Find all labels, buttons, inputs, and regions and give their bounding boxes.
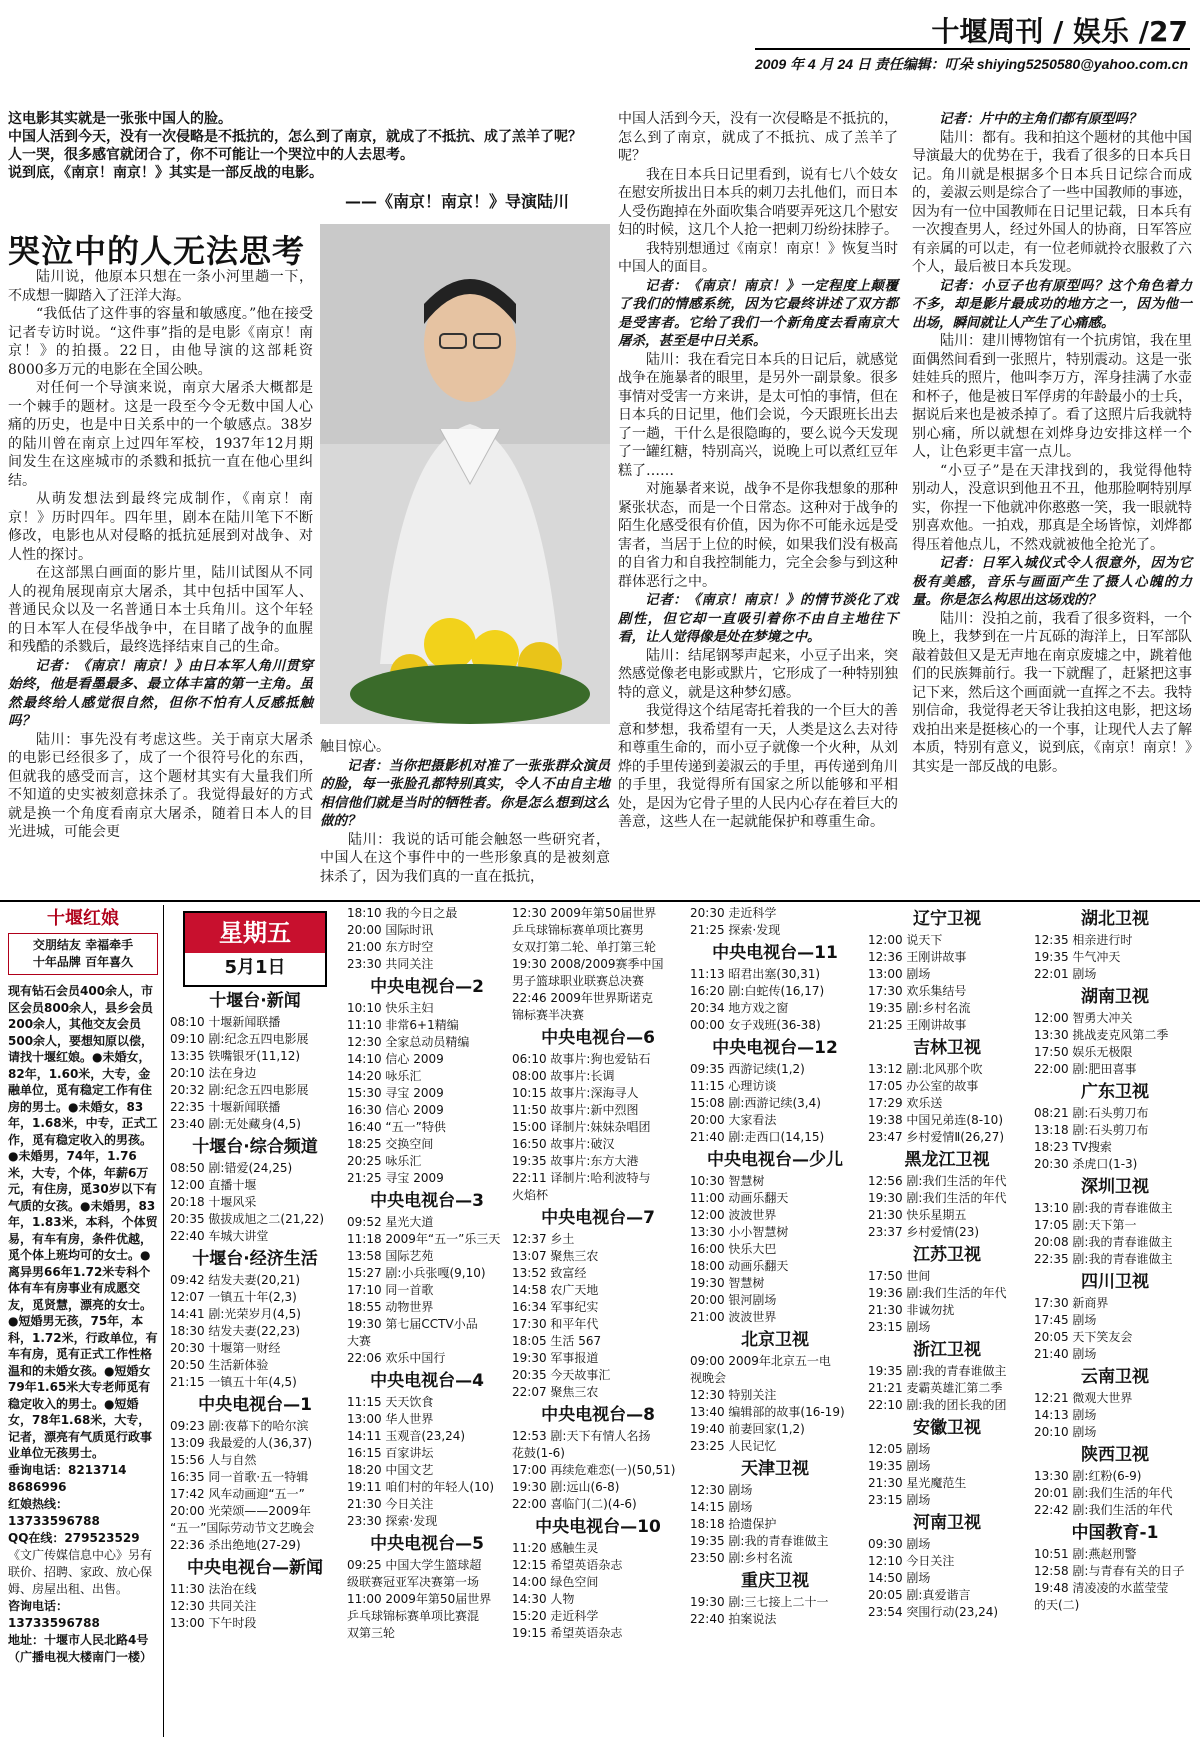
program-entry: 12:00 说天下 — [868, 933, 943, 947]
channel-title: 中央电视台—新闻 — [187, 1558, 323, 1578]
program-entry: 21:00 波波世界 — [690, 1310, 777, 1324]
program-entry: 11:13 昭君出塞(30,31) — [690, 967, 821, 981]
program-entry: 19:30 剧:三七接上二十一 — [690, 1595, 829, 1609]
program-entry: 13:10 剧:我的青春谁做主 — [1034, 1201, 1173, 1215]
program-entry: 12:56 剧:我们生活的年代 — [868, 1174, 1007, 1188]
channel-title: 十堰台·经济生活 — [192, 1249, 318, 1269]
program-entry: 12:58 剧:与青春有关的日子 — [1034, 1564, 1185, 1578]
channel-title: 广东卫视 — [1081, 1082, 1149, 1102]
program-entry: 14:58 农广天地 — [512, 1283, 599, 1297]
program-entry: 13:18 剧:石头剪刀布 — [1034, 1123, 1149, 1137]
program-entry: 13:58 国际艺苑 — [347, 1249, 434, 1263]
paragraph: 对任何一个导演来说，南京大屠杀大概都是一个棘手的题材。这是一段至今令无数中国人心痛的历史，也是中日关系中的一个敏感点。38岁的陆川曾在南京上过四年军校，1937年12月期间发生在这座城市的杀戮和抵抗一直在他心里纠结。 — [8, 380, 313, 489]
program-entry: 17:29 欢乐送 — [868, 1096, 943, 1110]
program-entry: 15:08 剧:西游记续(3,4) — [690, 1096, 821, 1110]
program-entry: 12:36 王刚讲故事 — [868, 950, 967, 964]
program-entry: 19:30 智慧树 — [690, 1276, 765, 1290]
program-entry: 23:40 剧:无处藏身(4,5) — [170, 1117, 301, 1131]
interview-question: 记者：小豆子也有原型吗？这个角色着力不多，却是影片最成功的地方之一，因为他一出场，瞬间就让人产生了心痛感。 — [912, 277, 1192, 331]
program-entry: 15:56 人与自然 — [170, 1453, 257, 1467]
program-entry: 09:52 星光大道 — [347, 1215, 434, 1229]
director-photo — [320, 224, 610, 724]
program-entry: 19:15 希望英语杂志 — [512, 1626, 623, 1640]
program-entry: 00:00 女子戏班(36-38) — [690, 1018, 821, 1032]
program-entry: 19:30 剧:我们生活的年代 — [868, 1191, 1007, 1205]
program-entry: 14:00 绿色空间 — [512, 1575, 599, 1589]
program-entry: 11:20 感触生灵 — [512, 1541, 599, 1555]
program-entry: 23:47 乡村爱情Ⅱ(26,27) — [868, 1130, 1005, 1144]
channel-title: 中央电视台—10 — [535, 1517, 661, 1537]
channel-title: 辽宁卫视 — [913, 909, 981, 929]
program-entry: 15:20 走近科学 — [512, 1609, 599, 1623]
channel-title: 陕西卫视 — [1081, 1445, 1149, 1465]
interview-question: 记者：日军入城仪式令人很意外，因为它极有美感，音乐与画面产生了摄人心魄的力量。你是怎么构思出这场戏的？ — [912, 555, 1192, 608]
program-entry: 18:25 交换空间 — [347, 1137, 434, 1151]
paragraph: 触目惊心。 — [320, 739, 390, 755]
program-entry: 12:53 剧:天下有情人名扬 — [512, 1429, 651, 1443]
program-entry: 20:05 天下笑友会 — [1034, 1330, 1133, 1344]
program-entry: 13:09 我最爱的人(36,37) — [170, 1436, 313, 1450]
program-entry: 21:40 剧场 — [1034, 1347, 1097, 1361]
lead-quote: 中国人活到今天，没有一次侵略是不抵抗的，怎么到了南京，就成了不抵抗、成了羔羊了呢？ — [8, 129, 582, 145]
program-entry: 12:07 一镇五十年(2,3) — [170, 1290, 297, 1304]
program-entry: 12:21 微观大世界 — [1034, 1391, 1133, 1405]
program-entry: 15:27 剧:小兵张嘎(9,10) — [347, 1266, 486, 1280]
program-entry: 12:30 特别关注 — [690, 1388, 777, 1402]
program-entry: 19:35 故事片:东方大港 — [512, 1154, 639, 1168]
date-box — [183, 911, 327, 987]
program-entry: 16:30 信心 2009 — [347, 1103, 444, 1117]
program-entry: 12:30 全家总动员精编 — [347, 1035, 470, 1049]
channel-title: 中央电视台—12 — [712, 1038, 838, 1058]
program-entry: “五一”国际劳动节文艺晚会 — [170, 1521, 315, 1535]
program-entry: 11:00 动画乐翻天 — [690, 1191, 789, 1205]
program-entry: 19:35 剧:我的青春谁做主 — [868, 1364, 1007, 1378]
program-entry: 17:50 世间 — [868, 1269, 931, 1283]
program-entry: 双第三轮 — [347, 1626, 396, 1640]
program-entry: 20:32 剧:纪念五四电影展 — [170, 1083, 309, 1097]
paragraph: 陆川：事先没有考虑这些。关于南京大屠杀的电影已经很多了，成了一个很符号化的东西，但就我的感受而言，这个题材其实有大量我们所不知道的史实被刻意抹杀了。我觉得最好的方式就是换一个角度看南京大屠杀，随着日本人的目光进城，可能会更 — [8, 731, 313, 840]
program-entry: 20:10 剧场 — [1034, 1425, 1097, 1439]
program-entry: 21:40 剧:走西口(14,15) — [690, 1130, 825, 1144]
channel-title: 黑龙江卫视 — [904, 1150, 990, 1170]
program-entry: 18:23 TV搜索 — [1034, 1140, 1112, 1154]
channel-title: 安徽卫视 — [913, 1418, 981, 1438]
program-entry: 22:06 欢乐中国行 — [347, 1351, 446, 1365]
program-entry: 锦标赛半决赛 — [512, 1008, 585, 1022]
program-entry: 12:15 希望英语杂志 — [512, 1558, 623, 1572]
channel-title: 浙江卫视 — [913, 1340, 981, 1360]
program-entry: 14:50 剧场 — [868, 1571, 931, 1585]
article-column-3 — [618, 110, 898, 832]
paragraph: 在这部黑白画面的影片里，陆川试图从不同人的视角展现南京大屠杀，其中包括中国军人、普通民众以及一名普通日本士兵角川。这个年轻的日本军人在侵华战争中，在目睹了战争的血腥和残酷的杀戮后，最终选择结束自己的生命。 — [8, 565, 313, 655]
program-entry: 06:10 故事片:狗也爱钻石 — [512, 1052, 651, 1066]
program-entry: 20:18 十堰风采 — [170, 1195, 257, 1209]
program-entry: 22:36 杀出绝地(27-29) — [170, 1538, 301, 1552]
program-entry: 17:30 和平年代 — [512, 1317, 599, 1331]
program-entry: 14:20 咏乐汇 — [347, 1069, 422, 1083]
program-entry: 22:46 2009年世界斯诺克 — [512, 991, 653, 1005]
ad-body: 现有钻石会员400余人，市区会员800余人，县乡会员200余人，其他交友会员500余人，要想知原以偿，请找十堰红娘。●未婚女，82年，1.60米，大专，金融单位，觅有稳定工作有住房的男士。●未婚女，83年，1.68米，中专，正式工作，觅有稳定收入的男孩。●未婚男，74年，1.76米，大专，个体，年薪6万元，有住房，觅30岁以下有气质的女孩。●未婚男，83年，1.83米，本科，个体贸易，有车有房，条件优越，觅个体上班均可的女士。●离异男66年1.72米专科个体有车有房事业有成愿交友，觅贤慧，漂亮的女士。●短婚男无孩，75年，本科，1.72米，行政单位，有车有房，觅有正式工作性格温和的未婚女孩。●短婚女79年1.65米大专老师觅有稳定收入的男士。●短婚女，78年1.68米，大专，记者，漂亮有气质觅行政事业单位无孩男士。 — [8, 984, 158, 1460]
program-entry: 20:00 国际时讯 — [347, 923, 434, 937]
program-entry: 22:40 拍案说法 — [690, 1612, 777, 1626]
program-entry: 09:42 结发夫妻(20,21) — [170, 1273, 301, 1287]
program-entry: 16:50 故事片:破汉 — [512, 1137, 615, 1151]
program-entry: 12:05 剧场 — [868, 1442, 931, 1456]
program-entry: 17:42 风车动画迎“五一” — [170, 1487, 305, 1501]
program-entry: 09:25 中国大学生篮球超 — [347, 1558, 482, 1572]
paragraph: “我低估了这件事的容量和敏感度。”他在接受记者专访时说。“这件事”指的是电影《南京！南京！》的拍摄。22日，由他导演的这部耗资8000多万元的电影在全国公映。 — [8, 306, 313, 378]
ad-business: 《文广传媒信息中心》另有联价、招聘、家政、放心保姆、房屋出租、出售。 — [8, 1547, 153, 1596]
paragraph: 陆川：都有。我和拍这个题材的其他中国导演最大的优势在于，我看了很多的日本兵日记。角川就是根据多个日本兵日记综合而成的，姜淑云则是综合了一些中国教师的事迹，因为有一位中国教师在日记里记载，日本兵有一次搜查男人，经过外国人的协商，日军答应有亲属的可以走，有一位老师就拎衣服救了六个人，最后被日本兵发现。 — [912, 129, 1192, 275]
program-entry: 19:30 军事报道 — [512, 1351, 599, 1365]
article-column-2 — [320, 738, 610, 886]
program-entry: 19:30 第七届CCTV小品 — [347, 1317, 478, 1331]
program-entry: 11:10 非常6+1精编 — [347, 1018, 459, 1032]
program-entry: 21:21 麦霸英雄汇第二季 — [868, 1381, 1003, 1395]
program-entry: 16:20 剧:白蛇传(16,17) — [690, 984, 825, 998]
program-entry: 08:21 剧:石头剪刀布 — [1034, 1106, 1149, 1120]
program-entry: 火焰杯 — [512, 1188, 549, 1202]
paragraph: 陆川：我说的话可能会触怒一些研究者，中国人在这个事件中的一些形象真的是被刻意抹杀了，因为我们真的一直在抵抗， — [320, 831, 610, 885]
lead-quote: 人一哭，很多感官就闭合了，你不可能让一个哭泣中的人去思考。 — [8, 147, 414, 163]
tv-column-1 — [170, 905, 340, 1632]
program-entry: 23:30 共同关注 — [347, 957, 434, 971]
program-entry: 22:35 剧:我的青春谁做主 — [1034, 1252, 1173, 1266]
section-divider — [0, 900, 1200, 902]
program-entry: 18:00 动画乐翻天 — [690, 1259, 789, 1273]
program-entry: 08:00 故事片:长调 — [512, 1069, 615, 1083]
program-entry: 11:15 天天饮食 — [347, 1395, 434, 1409]
program-entry: 23:15 剧场 — [868, 1493, 931, 1507]
program-entry: 11:18 2009年“五一”乐三天 — [347, 1232, 501, 1246]
program-entry: 09:30 剧场 — [868, 1537, 931, 1551]
program-entry: 20:35 傲拔成旭之二(21,22) — [170, 1212, 325, 1226]
program-entry: 08:10 十堰新闻联播 — [170, 1015, 281, 1029]
paragraph: 我觉得这个结尾寄托着我的一个巨大的善意和梦想，我希望有一天，人类是这么去对待和尊重生命的，而小豆子就像一个火种，从刘烨的手里传递到姜淑云的手里，再传递到角川的手里，我觉得所有国家之所以能够和平相处，是因为它骨子里的人民内心存在着巨大的善意，这些人在一起就能保护和尊重生命。 — [618, 703, 898, 830]
program-entry: 22:40 车城大讲堂 — [170, 1229, 269, 1243]
program-entry: 13:30 剧:红粉(6-9) — [1034, 1469, 1142, 1483]
program-entry: 17:45 剧场 — [1034, 1313, 1097, 1327]
program-entry: 20:30 杀虎口(1-3) — [1034, 1157, 1138, 1171]
channel-title: 湖南卫视 — [1081, 987, 1149, 1007]
channel-title: 北京卫视 — [741, 1330, 809, 1350]
channel-title: 江苏卫视 — [913, 1245, 981, 1265]
channel-title: 中央电视台—8 — [541, 1405, 655, 1425]
paragraph: 我特别想通过《南京！南京！》恢复当时中国人的面目。 — [618, 240, 898, 275]
tv-column-5 — [868, 905, 1026, 1621]
channel-title: 中央电视台—2 — [370, 977, 484, 997]
program-entry: 22:10 剧:我的团长我的团 — [868, 1398, 1007, 1412]
program-entry: 男子篮球职业联赛总决赛 — [512, 974, 645, 988]
program-entry: 20:01 剧:我们生活的年代 — [1034, 1486, 1173, 1500]
ad-qq: QQ在线：279523529 — [8, 1530, 140, 1545]
program-entry: 的天(二) — [1034, 1598, 1080, 1612]
program-entry: 16:40 “五一”特供 — [347, 1120, 446, 1134]
program-entry: 花鼓(1-6) — [512, 1446, 565, 1460]
program-entry: 19:35 牛气冲天 — [1034, 950, 1121, 964]
program-entry: 18:30 结发夫妻(22,23) — [170, 1324, 301, 1338]
article-headline: 哭泣中的人无法思考 — [8, 232, 306, 270]
program-entry: 22:35 十堰新闻联播 — [170, 1100, 281, 1114]
program-entry: 21:30 星光魔范生 — [868, 1476, 967, 1490]
program-entry: 13:12 剧:北风那个吹 — [868, 1062, 983, 1076]
program-entry: 18:55 动物世界 — [347, 1300, 434, 1314]
paragraph: 陆川：建川博物馆有一个抗虏馆，我在里面偶然间看到一张照片，特别震动。这是一张娃娃兵的照片，他叫李万方，浑身挂满了水壶和杯子，他是被日军俘虏的年龄最小的士兵，据说后来也是被杀掉了。看了这照片后我就特别心痛，所以就想在刘烨身边安排这样一个人，让色彩更丰富一点儿。 — [912, 333, 1192, 460]
weekday: 星期五 — [185, 913, 325, 953]
paragraph: 陆川：我在看完日本兵的日记后，就感觉战争在施暴者的眼里，是另外一副景象。很多事情对受害一方来讲，是太可怕的事情，但在日本兵的日记里，他们会说，今天跟班长出去了一趟，干什么是很隐晦的，要么说今天发现了一罐红糖，特别高兴，说晚上可以煮红豆年糕了…… — [618, 351, 898, 479]
program-entry: 13:30 挑战麦克风第二季 — [1034, 1028, 1169, 1042]
program-entry: 17:05 剧:天下第一 — [1034, 1218, 1137, 1232]
program-entry: 15:30 寻宝 2009 — [347, 1086, 444, 1100]
program-entry: 14:41 剧:光荣岁月(4,5) — [170, 1307, 301, 1321]
program-entry: 大赛 — [347, 1334, 372, 1348]
program-entry: 14:15 剧场 — [690, 1500, 753, 1514]
tv-column-3 — [512, 905, 684, 1642]
program-entry: 23:37 乡村爱情(23) — [868, 1225, 980, 1239]
paragraph: 中国人活到今天，没有一次侵略是不抵抗的，怎么到了南京，就成了不抵抗、成了羔羊了呢？ — [618, 111, 898, 164]
channel-title: 十堰台·新闻 — [209, 991, 301, 1011]
program-entry: 12:37 乡土 — [512, 1232, 575, 1246]
ad-phone-2: 8686996 — [8, 1479, 67, 1494]
channel-title: 天津卫视 — [741, 1459, 809, 1479]
program-entry: 19:35 剧:我的青春谁做主 — [690, 1534, 829, 1548]
program-entry: 19:38 中国兄弟连(8-10) — [868, 1113, 1003, 1127]
program-entry: 20:25 咏乐汇 — [347, 1154, 422, 1168]
program-entry: 12:30 共同关注 — [170, 1599, 257, 1613]
channel-title: 中央电视台—1 — [198, 1395, 312, 1415]
program-entry: 18:20 中国文艺 — [347, 1463, 434, 1477]
program-entry: 17:50 娱乐无极限 — [1034, 1045, 1133, 1059]
program-entry: 20:30 走近科学 — [690, 906, 777, 920]
ad-slogan — [8, 933, 158, 975]
program-entry: 16:15 百家讲坛 — [347, 1446, 434, 1460]
ad-address: 地址：十堰市人民北路4号（广播电视大楼南门一楼） — [8, 1632, 153, 1664]
ad-consult: 咨询电话：13733596788 — [8, 1598, 100, 1630]
tv-column-2 — [347, 905, 507, 1642]
article-column-4 — [912, 110, 1192, 776]
byline: ——《南京！南京！》导演陆川 — [345, 192, 570, 211]
masthead: 十堰周刊 / 娱乐 /27 — [931, 15, 1188, 48]
program-entry: 12:10 今日关注 — [868, 1554, 955, 1568]
channel-title: 中央电视台—5 — [370, 1534, 484, 1554]
program-entry: 23:50 剧:乡村名流 — [690, 1551, 793, 1565]
program-entry: 20:08 剧:我的青春谁做主 — [1034, 1235, 1173, 1249]
program-entry: 17:30 欢乐集结号 — [868, 984, 967, 998]
program-entry: 19:36 剧:我们生活的年代 — [868, 1286, 1007, 1300]
channel-title: 湖北卫视 — [1081, 909, 1149, 929]
program-entry: 20:34 地方戏之窗 — [690, 1001, 789, 1015]
program-entry: 16:34 军事纪实 — [512, 1300, 599, 1314]
program-entry: 10:51 剧:燕赵刑警 — [1034, 1547, 1137, 1561]
program-entry: 09:35 西游记续(1,2) — [690, 1062, 805, 1076]
program-entry: 13:00 剧场 — [868, 967, 931, 981]
program-entry: 19:30 2008/2009赛季中国 — [512, 957, 664, 971]
lead-quote: 这电影其实就是一张张中国人的脸。 — [8, 111, 232, 127]
channel-title: 中央电视台—11 — [712, 943, 838, 963]
program-entry: 10:10 快乐主妇 — [347, 1001, 434, 1015]
program-entry: 08:50 剧:错爱(24,25) — [170, 1161, 293, 1175]
program-entry: 09:00 2009年北京五一电 — [690, 1354, 831, 1368]
program-entry: 20:00 银河剧场 — [690, 1293, 777, 1307]
article-column-1 — [8, 268, 313, 842]
ad-title: 十堰红娘 — [47, 908, 119, 929]
program-entry: 级联赛冠亚军决赛第一场 — [347, 1575, 480, 1589]
program-entry: 19:30 剧:远山(6-8) — [512, 1480, 620, 1494]
program-entry: 21:25 探索·发现 — [690, 923, 781, 937]
program-entry: 14:10 信心 2009 — [347, 1052, 444, 1066]
program-entry: 视晚会 — [690, 1371, 727, 1385]
program-entry: 21:25 王刚讲故事 — [868, 1018, 967, 1032]
paragraph: 陆川说，他原本只想在一条小河里趟一下，不成想一脚踏入了汪洋大海。 — [8, 269, 313, 304]
paragraph: 我在日本兵日记里看到，说有七八个妓女在慰安所拔出日本兵的刺刀去扎他们，而日本人受伤跑掉在外面吹集合哨要弄死这几个慰安妇的时候，这几个人抢一把刺刀纷纷抹脖子。 — [618, 166, 898, 238]
channel-title: 中央电视台—7 — [541, 1208, 655, 1228]
ad-hotline: 红娘热线：13733596788 — [8, 1496, 100, 1528]
program-entry: 20:00 光荣颂——2009年 — [170, 1504, 311, 1518]
program-entry: 22:01 剧场 — [1034, 967, 1097, 981]
ad-slogan-line: 十年品牌 百年喜久 — [32, 955, 134, 969]
program-entry: 13:35 铁嘴银牙(11,12) — [170, 1049, 301, 1063]
paragraph: “小豆子”是在天津找到的，我觉得他特别动人，没意识到他丑不丑，他那脸啊特别厚实，你捏一下他就冲你憨憨一笑，我一眼就特别喜欢他。一拍戏，那真是全场皆惊，刘烨都得压着他点儿，不然戏就被他全抢光了。 — [912, 462, 1192, 553]
program-entry: 20:50 生活新体验 — [170, 1358, 269, 1372]
channel-title: 四川卫视 — [1081, 1272, 1149, 1292]
program-entry: 20:00 大家看法 — [690, 1113, 777, 1127]
program-entry: 13:30 小小智慧树 — [690, 1225, 789, 1239]
program-entry: 12:00 智勇大冲关 — [1034, 1011, 1133, 1025]
program-entry: 23:15 剧场 — [868, 1320, 931, 1334]
ad-slogan-line: 交朋结友 幸福牵手 — [32, 938, 134, 952]
paragraph: 对施暴者来说，战争不是你我想象的那种紧张状态，而是一个日常态。这种对于战争的陌生化感受很有价值，因为你不可能永远是受害者，当居于上位的时候，如果我们没有极高的自省力和自我控制能力，完全会参与到这种群体恶行之中。 — [618, 481, 898, 590]
program-entry: 17:00 再续危难恋(一)(50,51) — [512, 1463, 676, 1477]
tv-column-4 — [690, 905, 860, 1628]
program-entry: 12:30 2009年第50届世界 — [512, 906, 657, 920]
program-entry: 16:00 快乐大巴 — [690, 1242, 777, 1256]
program-entry: 09:23 剧:夜幕下的哈尔滨 — [170, 1419, 309, 1433]
program-entry: 16:35 同一首歌·五一特辑 — [170, 1470, 309, 1484]
paragraph: 陆川：没拍之前，我看了很多资料，一个晚上，我梦到在一片瓦砾的海洋上，日军部队敲着鼓但又是无声地在南京废墟之中，跳着他们的民族舞前行。我一下就醒了，赶紧把这事记下来，然后这个画面就一直挥之不去。我特别信命，我觉得老天爷让我拍这电影，把这场戏拍出来是挺核心的一个事，让现代人去了解本质，特别有意义，说到底，《南京！南京！》其实是一部反战的电影。 — [912, 610, 1192, 775]
ad-phone: 垂询电话：8213714 — [8, 1462, 127, 1477]
program-entry: 21:30 快乐星期五 — [868, 1208, 967, 1222]
channel-title: 云南卫视 — [1081, 1367, 1149, 1387]
interview-question: 记者：当你把摄影机对准了一张张群众演员的脸，每一张脸孔都特别真实，令人不由自主地相信他们就是当时的牺牲者。你是怎么想到这么做的？ — [320, 757, 610, 829]
program-entry: 20:30 十堰第一财经 — [170, 1341, 281, 1355]
program-entry: 11:30 法治在线 — [170, 1582, 257, 1596]
channel-title: 中央电视台—少儿 — [707, 1150, 843, 1170]
program-entry: 女双打第二轮、单打第三轮 — [512, 940, 657, 954]
channel-title: 河南卫视 — [913, 1513, 981, 1533]
program-entry: 23:54 突围行动(23,24) — [868, 1605, 999, 1619]
program-entry: 19:40 前妻回家(1,2) — [690, 1422, 805, 1436]
program-entry: 11:50 故事片:新中烈图 — [512, 1103, 639, 1117]
program-entry: 19:35 剧:乡村名流 — [868, 1001, 971, 1015]
program-entry: 乒乓球锦标赛单项比赛混 — [347, 1609, 480, 1623]
channel-title: 重庆卫视 — [741, 1571, 809, 1591]
program-entry: 18:18 拾遗保护 — [690, 1517, 777, 1531]
program-entry: 22:07 聚焦三农 — [512, 1385, 599, 1399]
lead-quote: 说到底，《南京！南京！》其实是一部反战的电影。 — [8, 165, 323, 181]
program-entry: 21:25 寻宝 2009 — [347, 1171, 444, 1185]
program-entry: 12:30 剧场 — [690, 1483, 753, 1497]
channel-title: 中国教育-1 — [1071, 1523, 1159, 1543]
program-entry: 20:35 今天故事汇 — [512, 1368, 611, 1382]
program-entry: 20:10 法在身边 — [170, 1066, 257, 1080]
channel-title: 中央电视台—3 — [370, 1191, 484, 1211]
program-entry: 17:10 同一首歌 — [347, 1283, 434, 1297]
program-entry: 22:11 译制片:哈利波特与 — [512, 1171, 651, 1185]
program-entry: 12:00 直播十堰 — [170, 1178, 257, 1192]
program-entry: 23:30 探索·发现 — [347, 1514, 438, 1528]
channel-title: 深圳卫视 — [1081, 1177, 1149, 1197]
program-entry: 14:13 剧场 — [1034, 1408, 1097, 1422]
program-entry: 13:00 华人世界 — [347, 1412, 434, 1426]
interview-question: 记者：《南京！南京！》的情节淡化了戏剧性，但它却一直吸引着你不由自主地往下看，让人觉得像是处在梦境之中。 — [618, 592, 898, 645]
program-entry: 09:10 剧:纪念五四电影展 — [170, 1032, 309, 1046]
program-entry: 11:15 心理访谈 — [690, 1079, 777, 1093]
program-entry: 乒乓球锦标赛单项比赛男 — [512, 923, 645, 937]
program-entry: 17:05 办公室的故事 — [868, 1079, 979, 1093]
program-entry: 21:30 非诚勿扰 — [868, 1303, 955, 1317]
program-entry: 19:35 剧场 — [868, 1459, 931, 1473]
date: 5月1日 — [224, 957, 286, 978]
program-entry: 13:07 聚焦三农 — [512, 1249, 599, 1263]
program-entry: 19:11 咱们村的年轻人(10) — [347, 1480, 495, 1494]
program-entry: 13:40 编辑部的故事(16-19) — [690, 1405, 845, 1419]
program-entry: 22:00 剧:肥田喜事 — [1034, 1062, 1137, 1076]
program-entry: 19:48 清凌凌的水蓝莹莹 — [1034, 1581, 1169, 1595]
program-entry: 22:42 剧:我们生活的年代 — [1034, 1503, 1173, 1517]
paragraph: 陆川：结尾钢琴声起来，小豆子出来，突然感觉像老电影或默片，它形成了一种特别独特的意义，就是这种梦幻感。 — [618, 647, 898, 701]
program-entry: 21:00 东方时空 — [347, 940, 434, 954]
interview-question: 记者：片中的主角们都有原型吗？ — [939, 111, 1142, 127]
program-entry: 21:15 一镇五十年(4,5) — [170, 1375, 297, 1389]
channel-title: 吉林卫视 — [913, 1038, 981, 1058]
matchmaking-ad — [8, 910, 158, 1666]
tv-column-6 — [1034, 905, 1196, 1614]
program-entry: 13:00 下午时段 — [170, 1616, 257, 1630]
program-entry: 20:05 剧:真爱谐言 — [868, 1588, 971, 1602]
program-entry: 22:00 喜临门(二)(4-6) — [512, 1497, 637, 1511]
lead-quotes — [8, 110, 593, 182]
header-dateline: 2009 年 4 月 24 日 责任编辑：叮朵 shiying5250580@yahoo.com.cn — [754, 56, 1188, 72]
program-entry: 10:30 智慧树 — [690, 1174, 765, 1188]
program-entry: 12:00 波波世界 — [690, 1208, 777, 1222]
channel-title: 中央电视台—4 — [370, 1371, 484, 1391]
header-rule — [755, 48, 1190, 50]
program-entry: 14:30 人物 — [512, 1592, 575, 1606]
program-entry: 17:30 新商界 — [1034, 1296, 1109, 1310]
program-entry: 10:15 故事片:深海寻人 — [512, 1086, 639, 1100]
program-entry: 11:00 2009年第50届世界 — [347, 1592, 492, 1606]
program-entry: 15:00 译制片:妹妹杂唱团 — [512, 1120, 651, 1134]
paragraph: 从萌发想法到最终完成制作，《南京！南京！》历时四年。四年里，剧本在陆川笔下不断修改，电影也从对侵略的抵抗延展到对战争、对人性的探讨。 — [8, 491, 313, 563]
program-entry: 12:35 相亲进行时 — [1034, 933, 1133, 947]
program-entry: 23:25 人民记忆 — [690, 1439, 777, 1453]
program-entry: 14:11 玉观音(23,24) — [347, 1429, 466, 1443]
program-entry: 13:52 致富经 — [512, 1266, 587, 1280]
channel-title: 中央电视台—6 — [541, 1028, 655, 1048]
interview-question: 记者：《南京！南京！》由日本军人角川贯穿始终，他是看墨最多、最立体丰富的第一主角。虽然最终给人感觉很自然，但你不怕有人反感抵触吗？ — [8, 657, 313, 729]
program-entry: 21:30 今日关注 — [347, 1497, 434, 1511]
program-entry: 18:05 生活 567 — [512, 1334, 602, 1348]
interview-question: 记者：《南京！南京！》一定程度上颠覆了我们的情感系统，因为它最终讲述了双方都是受害者。它给了我们一个新角度去看南京大屠杀，甚至是中日关系。 — [618, 277, 898, 349]
program-entry: 18:10 我的今日之最 — [347, 906, 458, 920]
channel-title: 十堰台·综合频道 — [192, 1137, 318, 1157]
column-rule — [163, 905, 164, 1737]
